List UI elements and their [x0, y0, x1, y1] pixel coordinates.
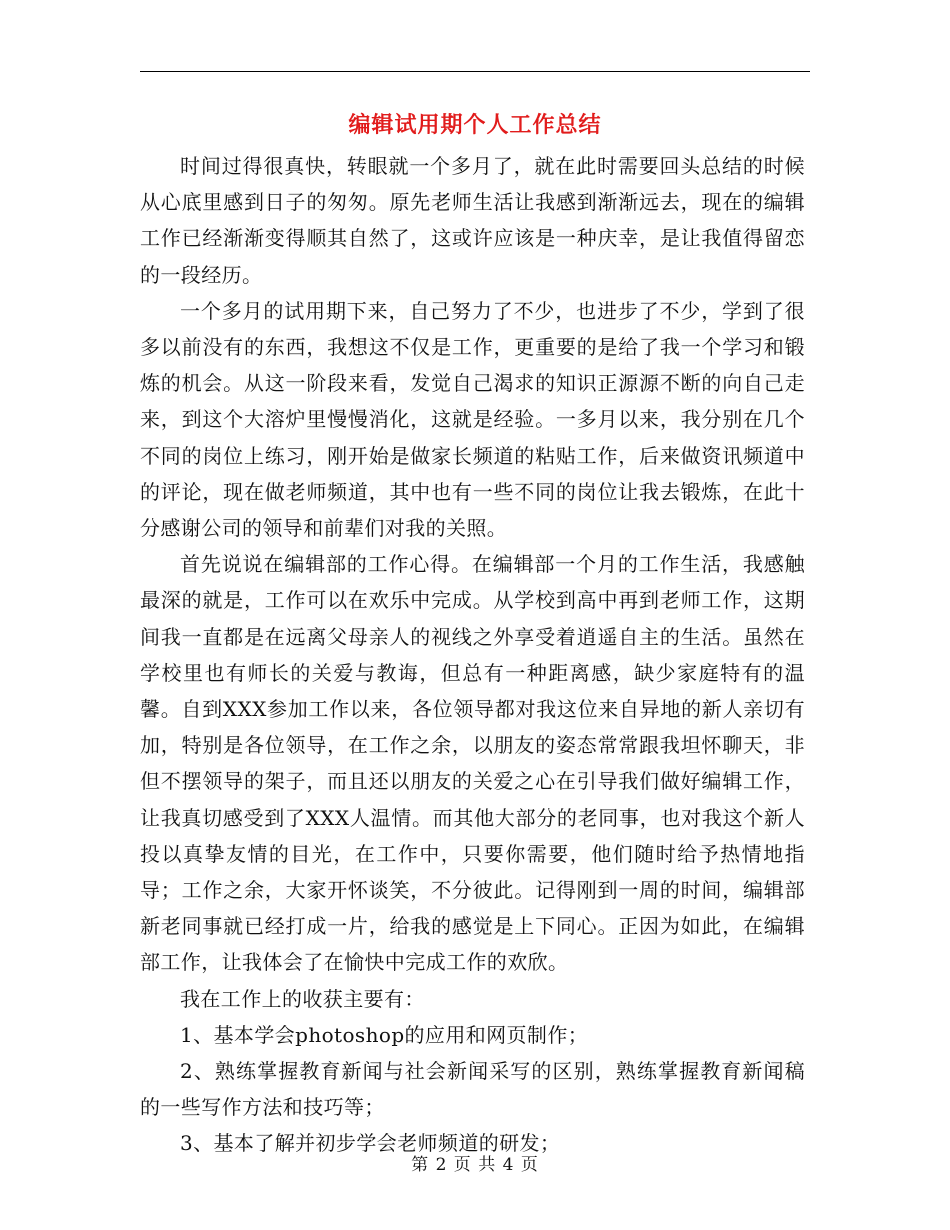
page-number: 第 2 页 共 4 页 [411, 1155, 539, 1175]
paragraph-intro: 时间过得很真快，转眼就一个多月了，就在此时需要回头总结的时候从心底里感到日子的匆匆。原先老师生活让我感到渐渐远去，现在的编辑工作已经渐渐变得顺其自然了，这或许应该是一种庆幸，是让我值得留恋的一段经历。 [140, 154, 805, 287]
list-item-3: 3、基本了解并初步学会老师频道的研发； [180, 1131, 561, 1156]
list-item-1: 1、基本学会photoshop的应用和网页制作； [180, 1022, 589, 1047]
header-rule [140, 71, 810, 72]
document-body [140, 148, 805, 1162]
paragraph-experience: 首先说说在编辑部的工作心得。在编辑部一个月的工作生活，我感触最深的就是，工作可以在欢乐中完成。从学校到高中再到老师工作，这期间我一直都是在远离父母亲人的视线之外享受着逍遥自主的生活。虽然在学校里也有师长的关爱与教诲，但总有一种距离感，缺少家庭特有的温馨。自到XXX参加工作以来，各位领导都对我这位来自异地的新人亲切有加，特别是各位领导，在工作之余，以朋友的姿态常常跟我坦怀聊天，非但不摆领导的架子，而且还以朋友的关爱之心在引导我们做好编辑工作，让我真切感受到了XXX人温情。而其他大部分的老同事，也对我这个新人投以真挚友情的目光，在工作中，只要你需要，他们随时给予热情地指导；工作之余，大家开怀谈笑，不分彼此。记得刚到一周的时间，编辑部新老同事就已经打成一片，给我的感觉是上下同心。正因为如此，在编辑部工作，让我体会了在愉快中完成工作的欢欣。 [140, 552, 805, 975]
list-item-2: 2、熟练掌握教育新闻与社会新闻采写的区别，熟练掌握教育新闻稿的一些写作方法和技巧等； [140, 1059, 805, 1120]
paragraph-probation: 一个多月的试用期下来，自己努力了不少，也进步了不少，学到了很多以前没有的东西，我想这不仅是工作，更重要的是给了我一个学习和锻炼的机会。从这一阶段来看，发觉自己渴求的知识正源源不断的向自己走来，到这个大溶炉里慢慢消化，这就是经验。一多月以来，我分别在几个不同的岗位上练习，刚开始是做家长频道的粘贴工作，后来做资讯频道中的评论，现在做老师频道，其中也有一些不同的岗位让我去锻炼，在此十分感谢公司的领导和前辈们对我的关照。 [140, 298, 805, 541]
document-title: 编辑试用期个人工作总结 [348, 112, 602, 138]
paragraph-gains-heading: 我在工作上的收获主要有： [180, 986, 425, 1011]
